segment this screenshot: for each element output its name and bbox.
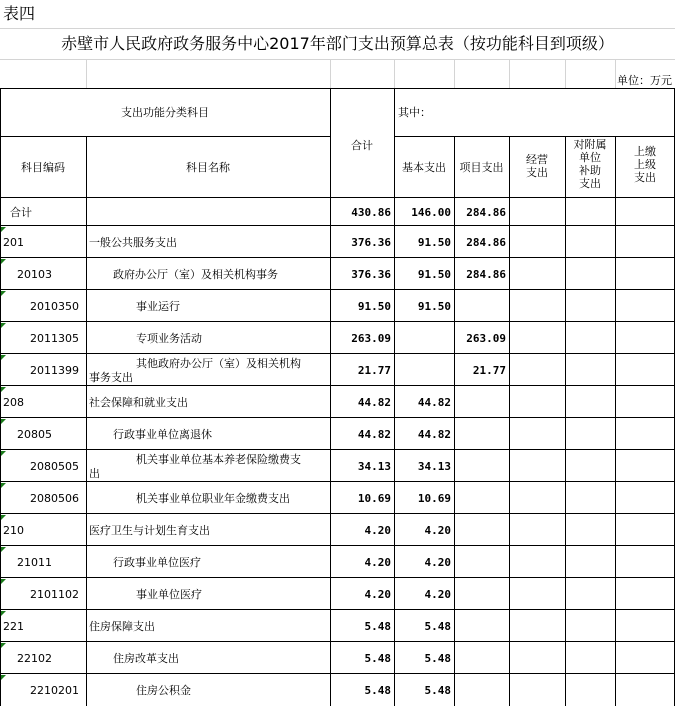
cell-total: 5.48	[364, 620, 391, 633]
cell-marker-icon	[1, 291, 6, 296]
cell-basic: 91.50	[417, 300, 451, 313]
cell-name: 住房公积金	[136, 684, 191, 697]
cell-marker-icon	[1, 675, 6, 680]
cell-name: 住房改革支出	[113, 652, 179, 665]
cell-name: 住房保障支出	[89, 620, 155, 633]
header-total: 合计	[351, 139, 373, 152]
cell-marker-icon	[1, 387, 6, 392]
cell-basic: 146.00	[411, 206, 451, 219]
cell-total: 10.69	[357, 492, 391, 505]
unit-label: 单位：万元	[617, 74, 672, 87]
sheet-label: 表四	[3, 4, 36, 23]
cell-name: 机关事业单位职业年金缴费支出	[136, 492, 290, 505]
cell-name-continued: 事务支出	[89, 371, 133, 384]
cell-code: 22102	[17, 652, 52, 665]
cell-total: 430.86	[351, 206, 391, 219]
cell-name: 事业单位医疗	[136, 588, 202, 601]
header-name: 科目名称	[186, 161, 230, 174]
header-subsidy: 对附属 单位 补助 支出	[573, 138, 607, 190]
cell-basic: 4.20	[424, 524, 451, 537]
cell-name: 政府办公厅（室）及相关机构事务	[113, 268, 278, 281]
cell-code: 221	[3, 620, 24, 633]
header-among: 其中：	[398, 106, 431, 119]
cell-total: 5.48	[364, 652, 391, 665]
cell-project: 263.09	[466, 332, 506, 345]
cell-basic: 91.50	[417, 236, 451, 249]
cell-name-continued: 出	[89, 467, 100, 480]
cell-code: 21011	[17, 556, 52, 569]
cell-code: 20103	[17, 268, 52, 281]
cell-total: 91.50	[357, 300, 391, 313]
cell-code: 2101102	[30, 588, 79, 601]
cell-code: 合计	[10, 206, 32, 219]
cell-name: 行政事业单位离退休	[113, 428, 212, 441]
cell-marker-icon	[1, 451, 6, 456]
cell-basic: 91.50	[417, 268, 451, 281]
cell-total: 44.82	[357, 396, 391, 409]
cell-project: 284.86	[466, 236, 506, 249]
cell-total: 34.13	[357, 460, 391, 473]
cell-total: 4.20	[364, 524, 391, 537]
header-code: 科目编码	[21, 161, 65, 174]
cell-total: 376.36	[351, 268, 391, 281]
cell-basic: 34.13	[417, 460, 451, 473]
cell-basic: 5.48	[424, 620, 451, 633]
cell-code: 201	[3, 236, 24, 249]
cell-name: 社会保障和就业支出	[89, 396, 188, 409]
cell-name: 专项业务活动	[136, 332, 202, 345]
cell-marker-icon	[1, 355, 6, 360]
cell-code: 2011399	[30, 364, 79, 377]
cell-basic: 4.20	[424, 588, 451, 601]
cell-code: 208	[3, 396, 24, 409]
cell-basic: 44.82	[417, 396, 451, 409]
cell-total: 4.20	[364, 588, 391, 601]
cell-marker-icon	[1, 611, 6, 616]
cell-total: 44.82	[357, 428, 391, 441]
cell-code: 2210201	[30, 684, 79, 697]
cell-basic: 44.82	[417, 428, 451, 441]
cell-total: 21.77	[357, 364, 391, 377]
cell-basic: 5.48	[424, 684, 451, 697]
cell-code: 2010350	[30, 300, 79, 313]
cell-project: 284.86	[466, 206, 506, 219]
cell-marker-icon	[1, 515, 6, 520]
cell-project: 21.77	[472, 364, 506, 377]
header-business: 经营 支出	[526, 153, 548, 179]
cell-basic: 4.20	[424, 556, 451, 569]
cell-project: 284.86	[466, 268, 506, 281]
cell-name: 医疗卫生与计划生育支出	[89, 524, 210, 537]
cell-code: 2080505	[30, 460, 79, 473]
cell-total: 263.09	[351, 332, 391, 345]
page-title: 赤壁市人民政府政务服务中心2017年部门支出预算总表（按功能科目到项级）	[61, 34, 614, 53]
cell-total: 5.48	[364, 684, 391, 697]
cell-marker-icon	[1, 323, 6, 328]
cell-name: 行政事业单位医疗	[113, 556, 201, 569]
header-project: 项目支出	[459, 161, 504, 174]
cell-code: 20805	[17, 428, 52, 441]
cell-marker-icon	[1, 259, 6, 264]
cell-total: 4.20	[364, 556, 391, 569]
cell-name: 事业运行	[136, 300, 180, 313]
cell-marker-icon	[1, 547, 6, 552]
cell-code: 210	[3, 524, 24, 537]
cell-name: 一般公共服务支出	[89, 236, 177, 249]
cell-basic: 5.48	[424, 652, 451, 665]
cell-marker-icon	[1, 643, 6, 648]
header-function-group: 支出功能分类科目	[121, 106, 209, 119]
cell-marker-icon	[1, 419, 6, 424]
header-basic: 基本支出	[402, 161, 446, 174]
cell-basic: 10.69	[417, 492, 451, 505]
cell-marker-icon	[1, 227, 6, 232]
cell-name: 机关事业单位基本养老保险缴费支	[136, 453, 301, 466]
cell-name: 其他政府办公厅（室）及相关机构	[136, 357, 301, 370]
cell-total: 376.36	[351, 236, 391, 249]
cell-marker-icon	[1, 579, 6, 584]
header-remit: 上缴 上级 支出	[634, 145, 656, 184]
cell-code: 2080506	[30, 492, 79, 505]
cell-marker-icon	[1, 483, 6, 488]
cell-code: 2011305	[30, 332, 79, 345]
